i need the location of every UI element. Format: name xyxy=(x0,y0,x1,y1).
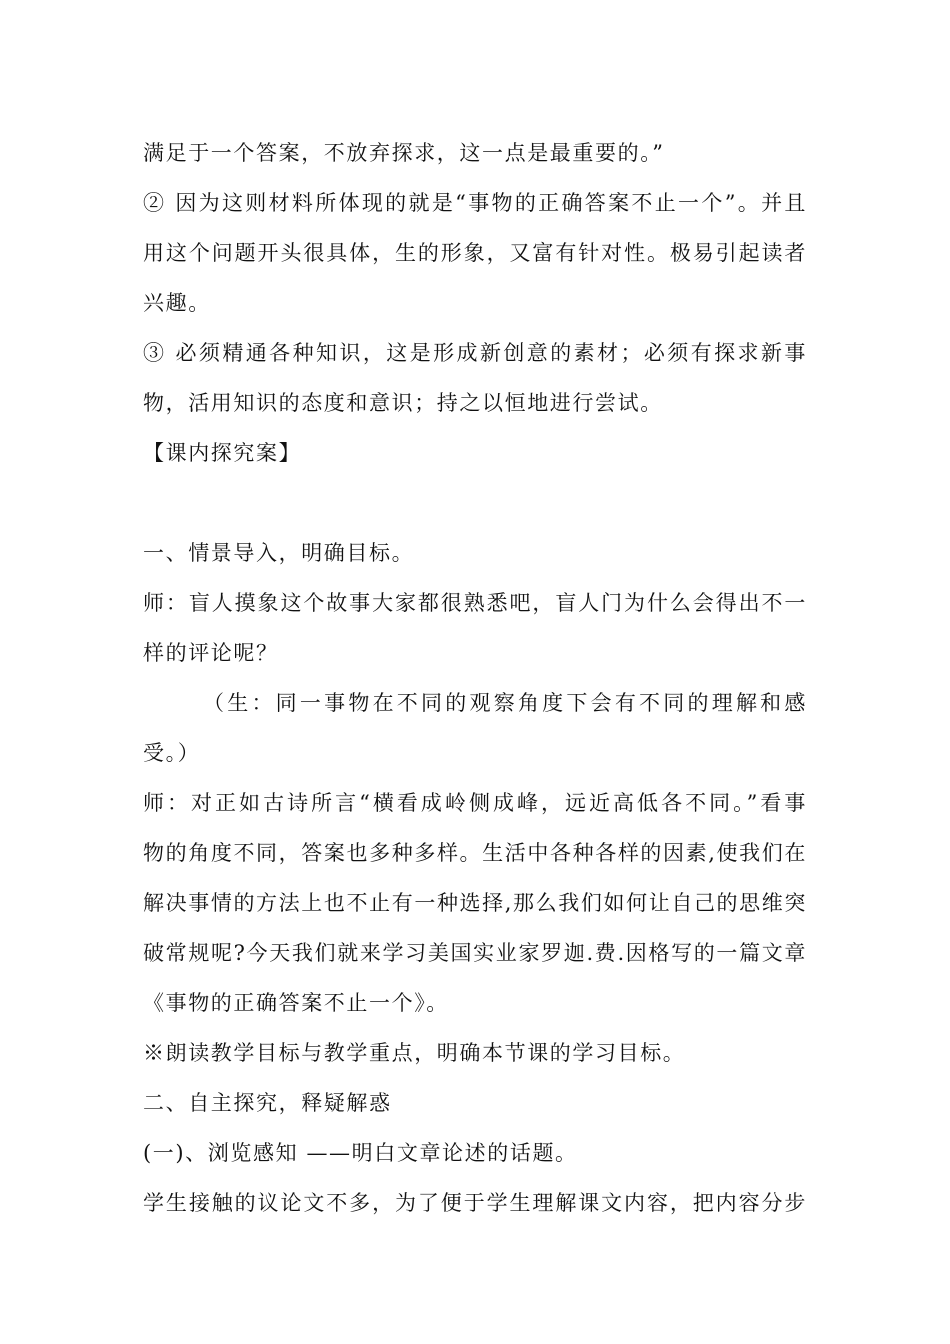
text-line: 受。） xyxy=(143,741,201,765)
text-line: 《事物的正确答案不止一个》。 xyxy=(143,991,449,1015)
subsection-heading: (一)、浏览感知 ——明白文章论述的话题。 xyxy=(143,1141,578,1165)
text-line: ③ 必须精通各种知识，这是形成新创意的素材；必须有探求新事 xyxy=(143,341,807,365)
text-line: 用这个问题开头很具体，生的形象，又富有针对性。极易引起读者 xyxy=(143,241,807,265)
text-line: 满足于一个答案，不放弃探求，这一点是最重要的。” xyxy=(143,141,665,165)
text-line: （生：同一事物在不同的观察角度下会有不同的理解和感 xyxy=(203,691,807,715)
text-line: 破常规呢?今天我们就来学习美国实业家罗迦.费.因格写的一篇文章 xyxy=(143,941,807,965)
text-line: 学生接触的议论文不多，为了便于学生理解课文内容，把内容分步 xyxy=(143,1191,807,1215)
section-heading: 二、自主探究，释疑解惑 xyxy=(143,1091,392,1115)
text-line: 兴趣。 xyxy=(143,291,211,315)
text-line: ② 因为这则材料所体现的就是“事物的正确答案不止一个”。并且 xyxy=(143,191,807,215)
text-line: 解决事情的方法上也不止有一种选择,那么我们如何让自己的思维突 xyxy=(143,891,807,915)
document-body xyxy=(143,128,807,1228)
text-line: 物，活用知识的态度和意识；持之以恒地进行尝试。 xyxy=(143,391,663,415)
text-line: 师：对正如古诗所言“横看成岭侧成峰，远近高低各不同。”看事 xyxy=(143,791,807,815)
blank-line xyxy=(143,478,807,528)
section-heading: 【课内探究案】 xyxy=(143,441,302,465)
text-line: 师：盲人摸象这个故事大家都很熟悉吧，盲人门为什么会得出不一 xyxy=(143,591,807,615)
text-line: ※朗读教学目标与教学重点，明确本节课的学习目标。 xyxy=(143,1041,686,1065)
section-heading: 一、情景导入，明确目标。 xyxy=(143,541,415,565)
text-line: 样的评论呢？ xyxy=(143,641,279,665)
text-line: 物的角度不同，答案也多种多样。生活中各种各样的因素,使我们在 xyxy=(143,841,807,865)
